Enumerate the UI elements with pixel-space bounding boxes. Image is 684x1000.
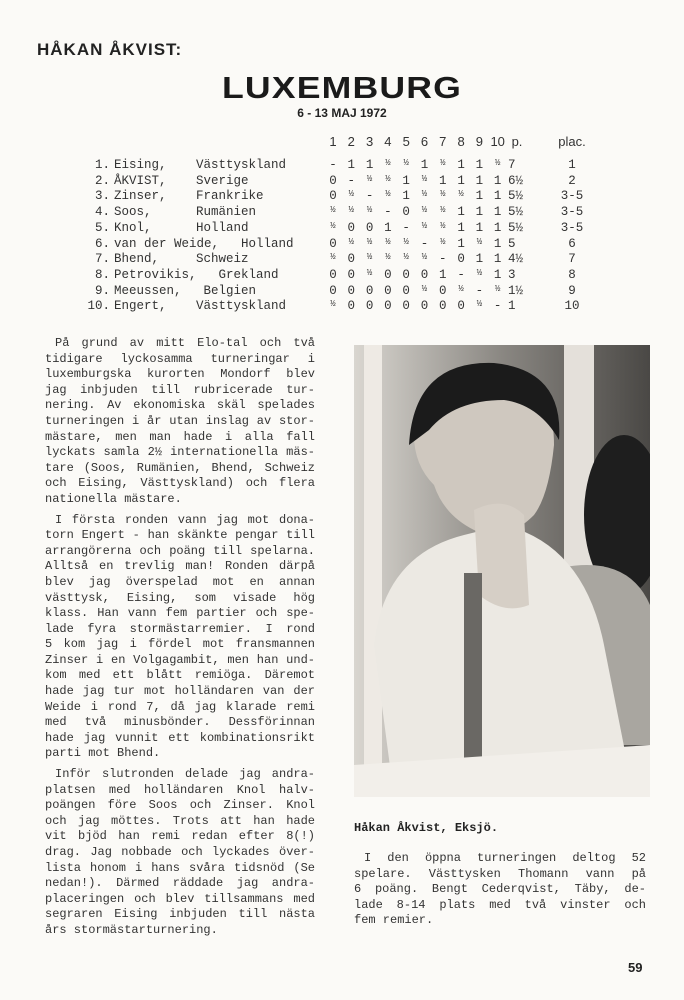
result-cell: ½ [494, 158, 501, 168]
photo-caption: Håkan Åkvist, Eksjö. [354, 821, 499, 835]
result-cell: 1 [493, 189, 502, 204]
result-cell: 1 [347, 158, 356, 172]
player-name: Engert, [114, 299, 167, 314]
result-cell: 1 [457, 173, 465, 188]
text-line: tidigare lyckosamma turneringar i [45, 351, 315, 366]
result-cell: 1 [493, 173, 502, 188]
text-line: nedan!). Därmed räddade jag andra- [45, 876, 315, 891]
result-cell: 1 [475, 158, 484, 172]
player-name: van der Weide, [114, 236, 220, 251]
result-cell: 0 [347, 283, 356, 298]
column-number: 1 [329, 134, 337, 149]
result-cell: 1 [493, 252, 502, 267]
text-line: tare (Soos, Rumänien, Bhend, Schweiz [45, 460, 315, 475]
column-number: 9 [475, 134, 483, 149]
result-cell: 0 [329, 283, 337, 298]
player-name: Bhend, [114, 252, 160, 267]
text-line: 5 kom jag i fördel mot fransmannen [45, 637, 315, 652]
result-cell: 0 [329, 189, 337, 204]
result-cell: ½ [403, 236, 409, 247]
player-country: Grekland [218, 267, 279, 282]
article-paragraph [45, 336, 315, 508]
text-line: blev jag överspelad mot en annan [45, 574, 315, 589]
column-number: 2 [347, 134, 355, 149]
result-cell: ½ [385, 252, 391, 263]
player-place: 7 [568, 252, 576, 267]
player-number: 2. [94, 173, 110, 188]
result-cell: 0 [329, 236, 337, 251]
text-line: luxemburgska kurorten Mondorf blev [45, 367, 315, 382]
column-number: 3 [365, 134, 374, 149]
text-line: segraren Eising inbjuden till nästa [45, 907, 315, 922]
player-name: Knol, [114, 220, 152, 235]
page-number: 59 [628, 960, 643, 975]
result-cell: - [475, 283, 484, 298]
text-line: jag inbjuden till rubricerade tur- [45, 382, 315, 397]
result-cell: ½ [385, 173, 391, 184]
result-cell: ½ [366, 267, 373, 278]
player-country: Holland [241, 236, 294, 251]
result-cell: ½ [403, 158, 409, 168]
result-cell: 1 [384, 220, 392, 235]
result-cell: 0 [439, 299, 447, 314]
result-cell: ½ [421, 252, 428, 263]
result-cell: ½ [440, 236, 446, 247]
result-cell: 1 [493, 205, 502, 220]
result-cell: 0 [420, 299, 429, 314]
result-cell: 1 [365, 158, 374, 172]
player-points: 3 [508, 267, 516, 282]
result-cell: ½ [348, 236, 354, 247]
column-number: 5 [402, 134, 410, 149]
result-cell: 1 [402, 189, 410, 204]
result-cell: 0 [402, 267, 410, 282]
text-line: platsen med holländaren Knol halv- [45, 782, 315, 797]
player-name: ÅKVIST, [114, 173, 167, 188]
article-body [45, 336, 315, 944]
result-cell: - [365, 189, 374, 204]
result-cell: ½ [440, 220, 446, 231]
text-line: drag. Jag nobbade och lyckades över- [45, 845, 315, 859]
text-line: Weide i rond 7, då jag klarade remi [45, 699, 315, 714]
text-line: Zinser i en Volgagambit, men han und- [45, 652, 315, 667]
player-country: Rumänien [196, 205, 257, 220]
player-place: 9 [568, 283, 576, 298]
player-points: 5 [508, 236, 516, 251]
result-cell: ½ [440, 205, 446, 216]
result-cell: 1 [439, 267, 447, 282]
player-photo [354, 345, 650, 797]
result-cell: ½ [366, 173, 373, 184]
article-paragraph [45, 767, 315, 939]
result-cell: ½ [330, 220, 336, 231]
result-cell: - [493, 299, 502, 314]
result-cell: 0 [365, 299, 374, 314]
player-points: 1 [508, 299, 516, 314]
result-cell: ½ [421, 220, 428, 231]
player-points: 5½ [508, 205, 524, 220]
text-line: klass. Han vann fem partier och spe- [45, 606, 315, 621]
text-line: torn Engert - han skänkte pengar till [45, 528, 315, 543]
result-cell: 1 [457, 236, 465, 251]
text-line: Inför slutronden delade jag andra- [55, 767, 315, 782]
player-points: 4½ [508, 252, 524, 267]
player-number: 3. [94, 189, 110, 204]
result-cell: 1 [493, 236, 502, 251]
result-cell: 0 [457, 299, 465, 314]
result-cell: ½ [421, 173, 428, 184]
result-cell: 0 [329, 267, 337, 282]
player-number: 10. [87, 299, 110, 314]
player-country: Schweiz [196, 252, 249, 267]
result-cell: 1 [493, 267, 502, 282]
result-cell: 0 [347, 267, 356, 282]
text-line: lade 8-14 plats med två vinster och [354, 897, 646, 912]
result-cell: 0 [420, 267, 429, 282]
text-line: lista honom i hans svåra tidsnöd (Se [45, 860, 315, 875]
result-cell: ½ [440, 158, 446, 168]
result-cell: 1 [475, 252, 484, 267]
result-cell: ½ [385, 236, 391, 247]
result-cell: - [402, 220, 410, 235]
result-cell: 1 [402, 173, 410, 188]
result-cell: ½ [476, 299, 483, 310]
result-cell: 1 [439, 173, 447, 188]
result-cell: ½ [348, 205, 354, 216]
player-number: 6. [94, 236, 110, 251]
text-line: lade fyra stormästarremier. I rond [45, 621, 315, 636]
text-line: hade jag vunnit ett kombinationsrikt [45, 730, 315, 745]
text-line: 6 poäng. Bengt Cederqvist, Täby, de- [354, 882, 646, 897]
result-cell: ½ [421, 189, 428, 200]
text-line: I första ronden vann jag mot dona- [55, 512, 315, 527]
result-cell: ½ [494, 283, 501, 294]
result-cell: 0 [402, 283, 410, 298]
text-line: nationella mästare. [45, 491, 182, 506]
player-place: 3-5 [560, 189, 584, 204]
result-cell: 1 [420, 158, 429, 172]
player-place: 10 [564, 299, 580, 314]
text-line: kom med ett blått remiöga. Däremot [45, 668, 315, 683]
player-points: 7 [508, 158, 516, 172]
result-cell: 1 [475, 205, 484, 220]
player-place: 6 [568, 236, 576, 251]
article-title: LUXEMBURG [221, 70, 463, 105]
player-place: 3-5 [560, 220, 584, 235]
column-number: 10 [490, 134, 505, 149]
column-number: 6 [420, 134, 429, 149]
result-cell: 1 [457, 220, 465, 235]
result-cell: ½ [366, 252, 373, 263]
player-place: 8 [568, 267, 576, 282]
text-line: med två minusbönder. Dessförinnan [45, 715, 315, 730]
text-line: mästare, men man hade i alla fall [45, 429, 315, 444]
player-place: 2 [568, 173, 576, 188]
result-cell: - [384, 205, 392, 220]
text-line: nering. Av ekonomiska skäl spelades [45, 398, 315, 413]
text-line: poängen före Soos och Zinser. Knol [45, 798, 315, 813]
player-name: Meeussen, [114, 283, 182, 298]
player-country: Västtyskland [196, 299, 287, 314]
text-line: arrangörerna och poäng till spelarna. [45, 543, 315, 558]
result-cell: - [420, 236, 429, 251]
author-heading: HÅKAN ÅKVIST: [37, 40, 183, 59]
result-cell: ½ [366, 205, 373, 216]
player-points: 5½ [508, 220, 524, 235]
result-cell: 1 [475, 173, 484, 188]
result-cell: ½ [476, 267, 483, 278]
place-header: plac. [558, 134, 586, 149]
result-cell: 0 [347, 220, 356, 235]
result-cell: 0 [457, 252, 465, 267]
column-number: 4 [384, 134, 392, 149]
player-place: 3-5 [560, 205, 584, 220]
player-country: Västtyskland [196, 158, 287, 172]
result-cell: - [329, 158, 337, 172]
player-name: Soos, [114, 205, 152, 220]
result-cell: ½ [385, 158, 391, 168]
player-number: 9. [94, 283, 110, 298]
text-line: och Eising, Västtyskland) och flera [45, 476, 315, 491]
player-number: 8. [94, 267, 110, 282]
result-cell: - [439, 252, 447, 267]
result-cell: ½ [330, 205, 336, 216]
result-cell: ½ [330, 252, 336, 263]
tournament-dates: 6 - 13 MAJ 1972 [297, 106, 387, 120]
result-cell: ½ [385, 189, 391, 200]
player-points: 5½ [508, 189, 524, 204]
player-number: 1. [94, 158, 110, 172]
result-cell: 0 [365, 283, 374, 298]
result-cell: ½ [458, 283, 464, 294]
text-line: På grund av mitt Elo-tal och två [55, 336, 315, 350]
player-name: Zinser, [114, 189, 167, 204]
text-line: års stormästarturnering. [45, 922, 218, 937]
text-line: spelare. Västtysken Thomann vann på [354, 866, 646, 881]
text-line: placeringen och blev tillsammans med [45, 891, 315, 906]
result-cell: ½ [421, 283, 428, 294]
text-line: fem remier. [354, 913, 434, 928]
text-line: vit bjöd han remi redan efter 8(!) [45, 829, 315, 844]
player-number: 4. [94, 205, 110, 220]
player-points: 1½ [508, 283, 524, 298]
result-cell: ½ [421, 205, 428, 216]
text-line: Alltså en trevlig man! Ronden därpå [45, 559, 315, 574]
result-cell: ½ [476, 236, 483, 247]
result-cell: 0 [402, 205, 410, 220]
column-number: 8 [457, 134, 465, 149]
result-cell: - [347, 173, 356, 188]
column-number: 7 [439, 134, 447, 149]
player-number: 7. [94, 252, 110, 267]
player-points: 6½ [508, 173, 524, 188]
text-line: parti mot Bhend. [45, 746, 161, 761]
result-cell: 0 [365, 220, 374, 235]
text-line: lyckats samla 2½ internationella mäs- [45, 445, 315, 460]
result-cell: 0 [347, 252, 356, 267]
open-tournament-note [354, 851, 646, 929]
result-cell: ½ [458, 189, 464, 200]
points-header: p. [511, 134, 523, 149]
player-country: Frankrike [196, 189, 264, 204]
text-line: västtysk, Eising, som visade hög [45, 590, 315, 605]
player-name: Petrovikis, [114, 267, 197, 282]
result-cell: 0 [347, 299, 356, 314]
result-cell: 0 [439, 283, 447, 298]
result-cell: 0 [402, 299, 410, 314]
player-country: Belgien [203, 283, 257, 298]
text-line: turneringen i år utan inslag av stor- [45, 413, 315, 428]
player-country: Holland [196, 220, 249, 235]
result-cell: ½ [403, 252, 409, 263]
article-paragraph [45, 513, 315, 763]
result-cell: ½ [348, 189, 354, 200]
result-cell: 0 [384, 267, 392, 282]
result-cell: 1 [457, 158, 465, 172]
result-cell: ½ [330, 299, 336, 310]
result-cell: 1 [475, 220, 484, 235]
result-cell: 0 [329, 173, 337, 188]
player-number: 5. [94, 220, 110, 235]
result-cell: 1 [475, 189, 484, 204]
text-line: hade jag tur mot holländaren van der [45, 684, 315, 699]
result-cell: - [457, 267, 465, 282]
result-cell: ½ [440, 189, 446, 200]
player-country: Sverige [196, 173, 249, 188]
player-name: Eising, [114, 158, 167, 172]
result-cell: 1 [493, 220, 502, 235]
result-cell: 1 [457, 205, 465, 220]
player-place: 1 [568, 158, 576, 172]
result-cell: ½ [366, 236, 373, 247]
photo-image [354, 345, 650, 797]
result-cell: 0 [384, 299, 392, 314]
text-line: I den öppna turneringen deltog 52 [364, 851, 646, 865]
result-cell: 0 [384, 283, 392, 298]
text-line: och jag möttes. Trots att han hade [45, 813, 315, 828]
